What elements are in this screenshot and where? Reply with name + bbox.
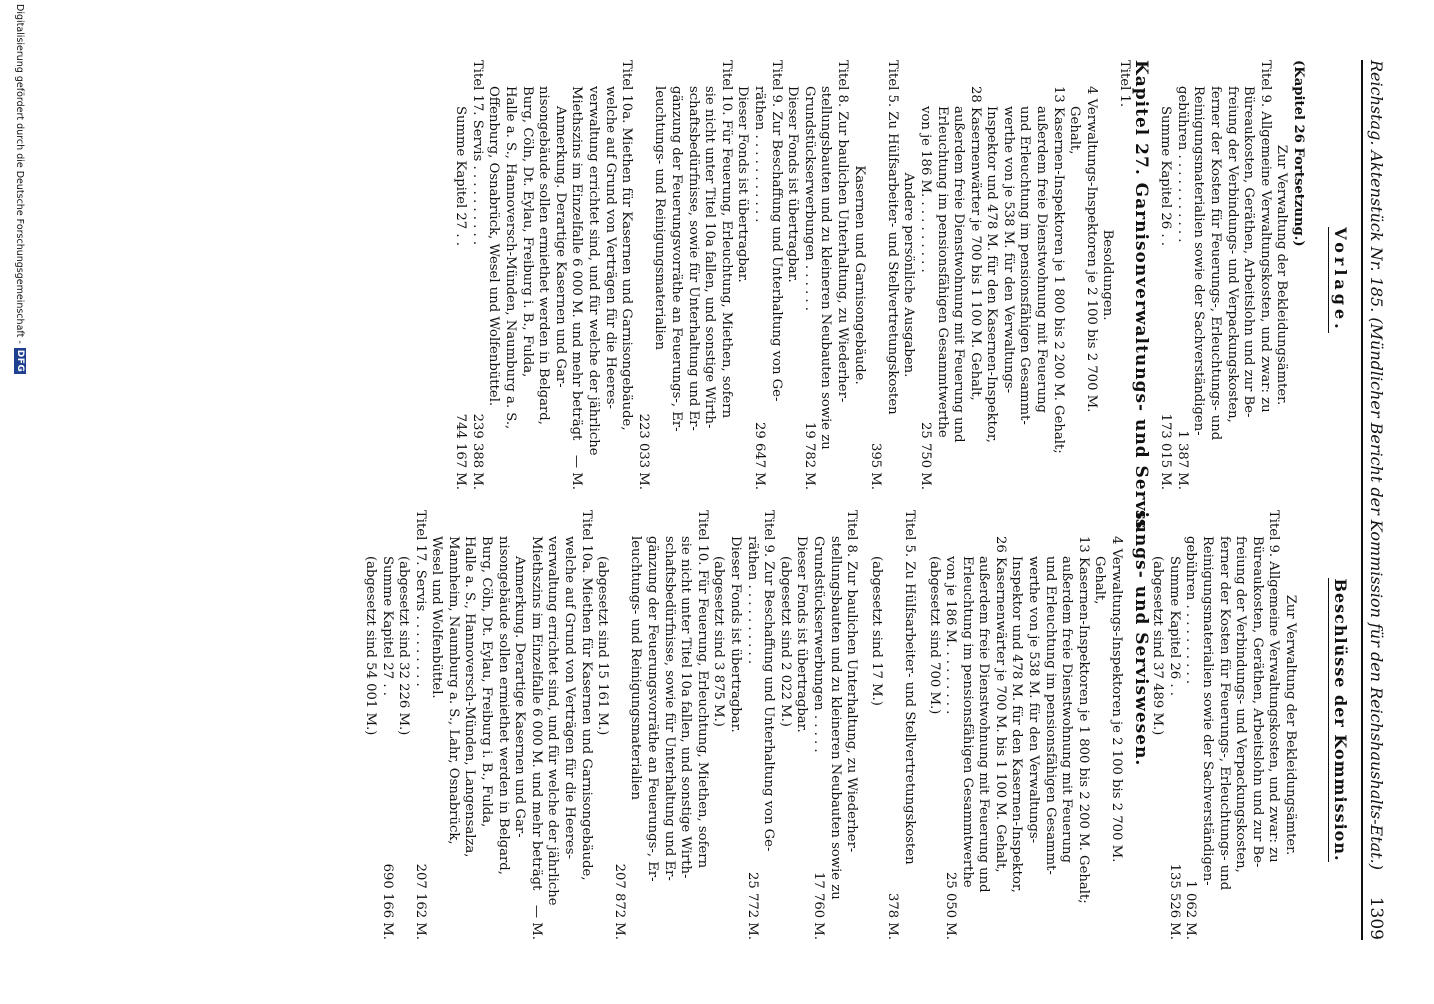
line-label: Summe Kapitel 27 . . [379, 556, 395, 696]
line-label: gebühren . . . . . . . . . . . [1174, 86, 1190, 243]
text-line: Titel 10a. Miethen für Kasernen und Garnisongebäude, [619, 60, 635, 431]
line-amount: 395 M. [868, 442, 884, 490]
text-line: stellungsbauten und zu kleineren Neubauten sowie zu [827, 536, 843, 900]
text-line: Dieser Fonds ist übertragbar. [794, 536, 810, 733]
line-label: Grundstückserwerbungen . . . . . [810, 536, 826, 753]
text-line: Offenburg, Osnabrück, Wesel und Wolfenbüttel. [486, 86, 502, 407]
amount-line [942, 510, 959, 940]
text-line: Titel 1. [1117, 60, 1133, 108]
line-label: Summe Kapitel 26 . . [1158, 106, 1174, 246]
line-amount: 239 388 M. [469, 413, 485, 490]
text-line: (abgesetzt sind 54 001 M.) [362, 556, 378, 736]
text-line: Halle a. S., Hannoversch-Münden, Naumburg a. S., [503, 86, 519, 430]
beschluesse-column [361, 510, 1306, 940]
line-label: Titel 17. Servis . . . . . . . . . [412, 510, 428, 687]
amount-line [809, 510, 826, 940]
text-line: leuchtungs- und Reinigungsmaterialien [628, 536, 644, 801]
page-header [1361, 60, 1386, 940]
right-column-heading [1328, 500, 1350, 940]
text-line: 4 Verwaltungs-Inspektoren je 2 100 bis 2 700 M. [1109, 536, 1125, 863]
line-amount: — M. [569, 454, 585, 490]
amount-line [867, 60, 884, 490]
amount-line [411, 510, 428, 940]
text-line: Titel 8. Zur baulichen Unterhaltung, zu Wiederher- [844, 510, 860, 853]
text-line: Reinigungsmaterialien sowie der Sachverständigen- [1200, 536, 1216, 886]
header-title: Reichstag. Aktenstück Nr. 185. (Mündlicher Bericht der Kommission für den Reichshaushalts-Etat.) [1367, 60, 1386, 870]
left-column-heading [1328, 60, 1350, 500]
amount-line [568, 60, 585, 490]
text-line: Inspektor und 478 M. für den Kasernen-Inspektor, [1009, 556, 1025, 893]
text-line: nisongebäude sollen ermiethet werden in Belgard, [495, 536, 511, 875]
text-line: außerdem freie Dienstwohnung mit Feuerung und [951, 106, 967, 443]
amount-line [800, 60, 817, 490]
line-amount: 744 167 M. [453, 413, 469, 490]
amount-line [452, 60, 469, 490]
amount-line [884, 510, 901, 940]
text-line: freiung der Verbindungs- und Verpackungskosten, [1233, 536, 1249, 873]
text-line: Büreaukosten, Geräthen, Arbeitslohn und zur Be- [1249, 536, 1265, 868]
text-line: Zur Verwaltung der Bekleidungsämter. [1283, 594, 1298, 856]
text-line: und Erleuchtung im pensionsfähigen Gesammt- [1042, 556, 1058, 875]
text-line: Titel 5. Zu Hülfsarbeiter- und Stellvertretungskosten [901, 510, 917, 865]
text-line: verwaltung errichtet sind, und für welche der jährliche [545, 536, 561, 906]
beschluesse-heading: Beschlüsse der Kommission. [1328, 578, 1350, 861]
text-line: Burg, Cöln, Dt. Eylau, Freiburg i. B., Fulda, [479, 536, 495, 828]
amount-line [1165, 510, 1182, 940]
text-line: Mannheim, Naumburg a. S., Lahr, Osnabrück, [445, 536, 461, 845]
amount-line [634, 60, 651, 490]
line-label: räthen . . . . . . . . . . [744, 536, 760, 665]
text-line: gänzung der Feuerungsvorräthe an Feuerungs-, Er- [645, 536, 661, 882]
line-amount: 1 062 M. [1183, 880, 1199, 940]
text-line: Wesel und Wolfenbüttel. [429, 536, 445, 699]
column-headings [1310, 60, 1350, 940]
line-label: Grundstückserwerbungen . . . . . . [801, 86, 817, 311]
line-amount: 25 750 M. [917, 421, 933, 490]
amount-line [1173, 60, 1190, 490]
line-amount: 17 760 M. [810, 871, 826, 940]
text-line: Titel 9. Allgemeine Verwaltungskosten, und zwar: zu [1257, 60, 1273, 413]
text-line: (abgesetzt sind 700 M.) [926, 556, 942, 715]
amount-line [916, 60, 933, 490]
line-label: von je 186 M. . . . . . . . . . [917, 106, 933, 273]
footer-credit: Digitalisierung gefördert durch die Deutsche Forschungsgemeinschaft - [14, 4, 26, 344]
text-line: gänzung der Feuerungsvorräthe an Feuerungs-, Er- [669, 86, 685, 432]
text-line: Burg, Cöln, Dt. Eylau, Freiburg i. B., Fulda, [519, 86, 535, 378]
text-line: Dieser Fonds ist übertragbar. [728, 536, 743, 733]
text-line: Erleuchtung im pensionsfähigen Gesammtwerthe [934, 106, 950, 438]
line-label: Summe Kapitel 27 . . [453, 106, 469, 246]
line-amount: 378 M. [885, 892, 901, 940]
line-amount: 135 526 M. [1166, 863, 1182, 940]
text-line: (abgesetzt sind 37 489 M.) [1150, 556, 1166, 736]
text-line: verwaltung errichtet sind, und für welche der jährliche [586, 86, 602, 456]
text-line: außerdem freie Dienstwohnung mit Feuerung und [976, 556, 992, 893]
line-amount: 207 162 M. [412, 863, 428, 940]
text-line: Gehalt, [1067, 106, 1083, 155]
text-line: Gehalt, [1092, 556, 1108, 605]
text-line: nisongebäude sollen ermiethet werden in Belgard, [536, 86, 552, 425]
line-label: gebühren . . . . . . . . . . [1183, 536, 1199, 685]
line-amount: 25 772 M. [744, 871, 760, 940]
amount-line [610, 510, 627, 940]
text-line: ferner der Kosten für Feuerungs-, Erleuchtungs- und [1208, 86, 1224, 441]
line-amount: 223 033 M. [635, 413, 651, 490]
amount-line [468, 60, 485, 490]
text-line: welche auf Grund von Verträgen für die Heeres- [602, 86, 618, 409]
line-amount: 1 387 M. [1174, 430, 1190, 490]
line-label: räthen . . . . . . . . . . . [752, 86, 767, 223]
text-line: werthe von je 538 M. für den Verwaltungs- [1026, 556, 1042, 844]
text-line: (Kapitel 26 Fortsetzung.) [1291, 60, 1306, 247]
text-line: Reinigungsmaterialien sowie der Sachverständigen- [1191, 86, 1207, 436]
text-line: schaftsbedürfnisse, sowie für Unterhaltung und Er- [661, 536, 677, 881]
vorlage-heading: Vorlage. [1328, 227, 1350, 332]
text-line: 13 Kasernen-Inspektoren je 1 800 bis 2 200 M. Gehalt; [1050, 86, 1066, 454]
amount-line [1182, 510, 1199, 940]
text-line: Erleuchtung im pensionsfähigen Gesammtwerthe [959, 556, 975, 888]
line-amount: 207 872 M. [611, 863, 627, 940]
text-line: Titel 10. Für Feuerung, Erleuchtung, Miethen, sofern [718, 60, 734, 419]
line-label: Summe Kapitel 26 . . [1166, 556, 1182, 696]
text-line: Titel 5. Zu Hülfsarbeiter- und Stellvertretungskosten [884, 60, 900, 415]
text-line: und Erleuchtung im pensionsfähigen Gesammt- [1017, 106, 1033, 425]
text-line: Dieser Fonds ist übertragbar. [735, 86, 751, 283]
text-line: (abgesetzt sind 2 022 M.) [777, 556, 793, 727]
text-line: freiung der Verbindungs- und Verpackungskosten, [1224, 86, 1240, 423]
line-amount: 29 647 M. [752, 421, 767, 490]
text-line: Inspektor und 478 M. für den Kasernen-Inspektor, [984, 106, 1000, 443]
text-line: Kasernen und Garnisongebäude. [851, 165, 867, 385]
line-label: Miethszins im Einzelfalle 6 000 M. und mehr beträgt [569, 86, 585, 441]
text-line: 28 Kasernenwärter je 700 bis 1 100 M. Gehalt, [967, 86, 983, 401]
page-number: 1309 [1366, 896, 1386, 940]
text-line: Dieser Fonds ist übertragbar. [785, 86, 801, 283]
text-line: 13 Kasernen-Inspektoren je 1 800 bis 2 200 M. Gehalt; [1075, 536, 1091, 904]
text-line: 4 Verwaltungs-Inspektoren je 2 100 bis 2 700 M. [1083, 86, 1099, 413]
line-label: Miethszins im Einzelfalle 6 000 M. und mehr beträgt [528, 536, 544, 891]
text-line: (abgesetzt sind 3 875 M.) [711, 556, 727, 727]
text-line: Zur Verwaltung der Bekleidungsämter. [1274, 144, 1290, 406]
text-line: Titel 9. Zur Beschaffung und Unterhaltung von Ge- [768, 60, 784, 402]
amount-line [378, 510, 395, 940]
spacer [917, 510, 925, 940]
text-line: leuchtungs- und Reinigungsmaterialien [652, 86, 668, 351]
text-line: schaftsbedürfnisse, sowie für Unterhaltung und Er- [685, 86, 701, 431]
dfg-logo: DFG [15, 349, 25, 373]
text-line: Titel 10a. Miethen für Kasernen und Garnisongebäude, [578, 510, 594, 881]
text-line: sie nicht unter Titel 10a fallen, und sonstige Wirth- [678, 536, 694, 879]
text-line: Andere persönliche Ausgaben. [901, 172, 917, 378]
text-line: Besoldungen. [1100, 229, 1116, 321]
line-amount: 173 015 M. [1158, 413, 1174, 490]
digitization-footer [14, 0, 26, 1004]
text-line: welche auf Grund von Verträgen für die Heeres- [562, 536, 578, 859]
line-label: Titel 17. Servis . . . . . . . . . . [469, 60, 485, 246]
text-line: Anmerkung. Derartige Kasernen und Gar- [512, 556, 528, 838]
line-amount: 19 782 M. [801, 421, 817, 490]
text-line: (abgesetzt sind 32 226 M.) [396, 556, 412, 736]
vorlage-column [452, 60, 1306, 530]
line-amount: 25 050 M. [943, 871, 959, 940]
text-line: (abgesetzt sind 15 161 M.) [595, 556, 611, 736]
text-line: außerdem freie Dienstwohnung mit Feuerung [1034, 106, 1050, 413]
amount-line [743, 510, 760, 940]
text-line: außerdem freie Dienstwohnung mit Feuerung [1059, 556, 1075, 863]
text-line: werthe von je 538 M. für den Verwaltungs- [1000, 106, 1016, 394]
amount-line [750, 60, 767, 490]
text-line: Kapitel 27. Garnisonverwaltungs- und Servis [1130, 60, 1151, 530]
line-amount: — M. [528, 904, 544, 940]
text-line: Büreaukosten, Geräthen, Arbeitslohn und zur Be- [1241, 86, 1257, 418]
text-line: Titel 10. Für Feuerung, Erleuchtung, Miethen, sofern [694, 510, 710, 869]
text-line: sie nicht unter Titel 10a fallen, und sonstige Wirth- [702, 86, 718, 429]
text-line: (abgesetzt sind 17 M.) [868, 556, 884, 706]
spacer [1298, 510, 1306, 940]
text-line: Titel 8. Zur baulichen Unterhaltung, zu Wiederher- [834, 60, 850, 403]
text-line: Titel 9. Allgemeine Verwaltungskosten, und zwar: zu [1266, 510, 1282, 863]
text-line: Titel 9. Zur Beschaffung und Unterhaltung von Ge- [761, 510, 777, 852]
line-amount: 690 166 M. [379, 863, 395, 940]
amount-line [527, 510, 544, 940]
text-line: ferner der Kosten für Feuerungs-, Erleuchtungs- und [1216, 536, 1232, 891]
text-line: Anmerkung. Derartige Kasernen und Gar- [552, 106, 568, 388]
text-line: sungs- und Serviswesen. [1130, 510, 1151, 767]
text-line: Halle a. S., Hannoversch-Münden, Langensalza, [462, 536, 478, 858]
spacer [859, 510, 867, 940]
amount-line [1157, 60, 1174, 490]
text-line: 26 Kasernenwärter je 700 M. bis 1 100 M. Gehalt, [992, 536, 1008, 873]
text-line: stellungsbauten und zu kleineren Neubauten sowie zu [818, 86, 834, 450]
line-label: von je 186 M. . . . . . . . . [943, 556, 959, 715]
